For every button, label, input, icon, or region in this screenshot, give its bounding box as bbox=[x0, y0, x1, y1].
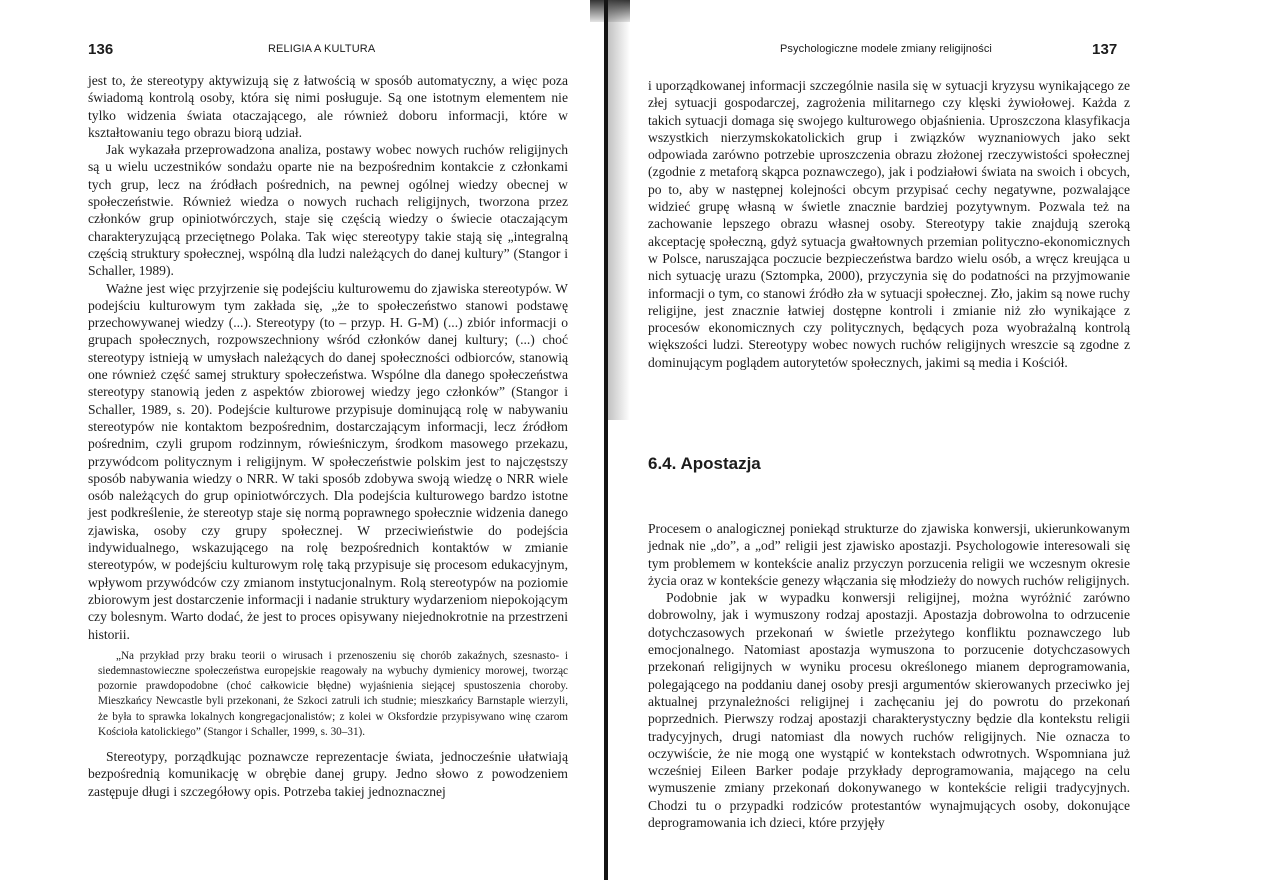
right-page bbox=[612, 0, 1263, 893]
right-page-number: 137 bbox=[1092, 41, 1118, 58]
paragraph: jest to, że stereotypy aktywizują się z łatwością w sposób automatyczny, a więc poza świadomą kontrolą osoby, która się nimi posługuje. Są one istotnym elementem nie tylko widzenia świata otaczającego, ale również doboru informacji, które w kształtowaniu tego obrazu biorą udział. bbox=[88, 73, 568, 140]
right-running-head: Psychologiczne modele zmiany religijności bbox=[780, 43, 992, 55]
section-heading: 6.4. Apostazja bbox=[648, 454, 761, 473]
paragraph: Ważne jest więc przyjrzenie się podejściu kulturowemu do zjawiska stereotypów. W podejściu kulturowym tym zakłada się, „że to społeczeństwo stanowi podstawę przechowywanej wiedzy (...). Stereotypy (to – przyp. H. G-M) (...) zbiór informacji o grupach społecznych, rozpowszechniony wśród członków danej kultury; (...) choć stereotypy istnieją w umysłach należących do danej społeczności odbiorców, stanowią one również część samej struktury społeczeństwa. Wspólne dla danego społeczeństwa stereotypy stanowią jeden z aspektów zbiorowej wiedzy jego członków” (Stangor i Schaller, 1989, s. 20). Podejście kulturowe przypisuje dominującą rolę w nabywaniu stereotypów nie kontaktom bezpośrednim, dostarczającym informacji, lecz źródłom pośrednim, czyli grupom rodzinnym, rówieśniczym, środkom masowego przekazu, przywódcom politycznym i religijnym. W społeczeństwie polskim jest to najczęstszy sposób nabywania wiedzy o NRR. W taki sposób zdobywa swoją wiedzę o NRR wiele osób należących do grup opiniotwórczych. Dla podejścia kulturowego bardzo istotne jest podkreślenie, że stereotyp staje się normą poprawnego społecznie widzenia danego zjawiska, osoby czy grupy społecznej. W przeciwieństwie do podejścia indywidualnego, wskazującego na rolę bezpośrednich kontaktów w zmianie stereotypów, w podejściu kulturowym rolę taką przypisuje się procesom edukacyjnym, wpływom przywódców czy zmianom instytucjonalnym. Rolą stereotypów na poziomie zbiorowym jest dostarczenie informacji i nadanie struktury wydarzeniom niepokojącym czy bolesnym. Warto dodać, że jest to proces opisywany niejednokrotnie na przestrzeni historii. bbox=[88, 280, 568, 642]
right-body-text-top bbox=[648, 77, 1130, 371]
left-running-head: RELIGIA A KULTURA bbox=[268, 43, 376, 55]
paragraph: i uporządkowanej informacji szczególnie nasila się w sytuacji kryzysu wynikającego ze złej sytuacji gospodarczej, zagrożenia militarnego czy klęski żywiołowej. Każda z takich sytuacji domaga się swojego kulturowego objaśnienia. Uproszczona klasyfikacja wszystkich nierzymskokatolickich grup i związków wyznaniowych jako sekt odpowiada zarówno potrzebie uproszczenia obrazu złożonej rzeczywistości społecznej (zgodnie z metaforą skąpca poznawczego), jak i podziałowi świata na swoich i obcych, po to, aby w następnej kolejności obcym przypisać cechy negatywne, pozwalające widzieć grupę własną w świetle znacznie bardziej pozytywnym. Pozwala też na zachowanie lepszego obrazu własnej osoby. Stereotypy takie znajdują szeroką akceptację społeczną, gdyż sytuacja gwałtownych przemian polityczno-ekonomicznych w Polsce, naruszająca poczucie bezpieczeństwa bardzo wielu osób, a wręcz kreująca u nich sytuację urazu (Sztompka, 2000), przyczynia się do podatności na przyjmowanie informacji o tym, co stanowi źródło zła w sytuacji społecznej. Zło, jakim są nowe ruchy religijne, jest znacznie łatwiej dostępne kontroli i zmianie niż zło wynikające z procesów ekonomicznych czy politycznych, będących poza wyobrażalną kontrolą większości ludzi. Stereotypy wobec nowych ruchów religijnych wreszcie są zgodne z dominującym poglądem autorytetów społecznych, jakimi są media i Kościół. bbox=[648, 78, 1130, 370]
block-quote: „Na przykład przy braku teorii o wirusach i przenoszeniu się chorób zakaźnych, szesnasto- i siedemnastowieczne społeczeństwa europejskie reagowały na wybuchy dymienicy morowej, tworząc pozornie prawdopodobne (choć całkowicie błędne) wyjaśnienia siejącej spustoszenia choroby. Mieszkańcy Newcastle byli przekonani, że Szkoci zatruli ich studnie; mieszkańcy Barnstaple wierzyli, że była to sprawka lokalnych kongregacjonalistów; z kolei w Oksfordzie przypisywano winę czarom Kościoła katolickiego” (Stangor i Schaller, 1999, s. 30–31). bbox=[98, 649, 568, 738]
right-body-text-section bbox=[648, 520, 1130, 831]
left-page-number: 136 bbox=[88, 41, 114, 58]
paragraph: Podobnie jak w wypadku konwersji religijnej, można wyróżnić zarówno dobrowolny, jak i wymuszony rodzaj apostazji. Apostazja dobrowolna to odrzucenie dotychczasowych przekonań w świetle przeżytego konfliktu poznawczego lub emocjonalnego. Natomiast apostazja wymuszona to porzucenie dotychczasowych przekonań religijnych w wyniku procesu określonego mianem deprogramowania, polegającego na poddaniu danej osoby presji argumentów skierowanych przeciwko jej aktualnej przynależności religijnej i zachęcaniu jej do powrotu do przekonań poprzednich. Pierwszy rodzaj apostazji charakterystyczny będzie dla kontekstu religii tradycyjnych, drugi natomiast dla nowych ruchów religijnych. Nie oznacza to oczywiście, że nie mogą one wystąpić w kontekstach odwrotnych. Wspomniana już wcześniej Eileen Barker podaje przykłady deprogramowania, mającego na celu wymuszenie zmiany przekonań dokonywanego w kontekście religii tradycyjnych. Chodzi tu o przypadki rodziców protestantów wynajmujących osoby, dokonujące deprogramowania ich dzieci, które przyjęły bbox=[648, 590, 1130, 831]
left-page bbox=[0, 0, 602, 893]
left-body-text bbox=[88, 72, 568, 800]
paragraph: Procesem o analogicznej poniekąd strukturze do zjawiska konwersji, ukierunkowanym jednak nie „do”, a „od” religii jest zjawisko apostazji. Psychologowie interesowali się tym problemem w kontekście analiz przyczyn porzucenia religii we wczesnym okresie życia oraz w kontekście genezy włączania się młodzieży do nowych ruchów religijnych. bbox=[648, 521, 1130, 588]
paragraph: Jak wykazała przeprowadzona analiza, postawy wobec nowych ruchów religijnych są u wielu uczestników sondażu oparte nie na bezpośrednim kontakcie z członkami tych grup, lecz na źródłach pośrednich, na pewnej ogólnej wiedzy obecnej w społeczeństwie. Również wiedza o nowych ruchach religijnych, tworzona przez członków grup opiniotwórczych, staje się częścią wiedzy o świecie otaczającym charakteryzującą przeciętnego Polaka. Tak więc stereotypy takie stają się „integralną częścią struktury społecznej, wspólną dla ludzi należących do danej kultury” (Stangor i Schaller, 1989). bbox=[88, 142, 568, 279]
paragraph: Stereotypy, porządkując poznawcze reprezentacje świata, jednocześnie ułatwiają bezpośrednią komunikację w obrębie danej grupy. Jedno słowo z powodzeniem zastępuje długi i szczegółowy opis. Potrzeba takiej jednoznacznej bbox=[88, 749, 568, 799]
